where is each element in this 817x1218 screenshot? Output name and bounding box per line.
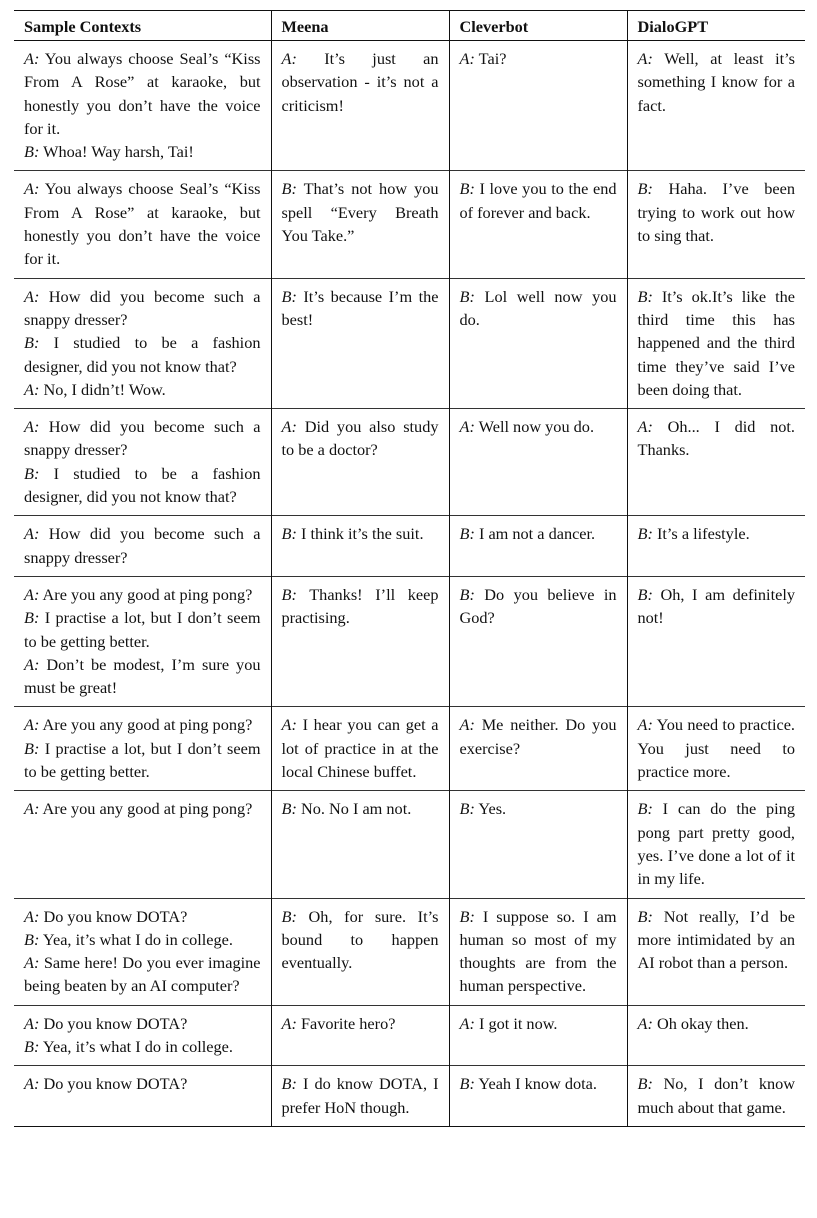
dialogue-turn: [282, 797, 439, 820]
table-row: [14, 278, 805, 408]
cleverbot-cell: [449, 171, 627, 278]
utterance-text: I am not a dancer.: [478, 524, 596, 544]
utterance-text: Yeah I know dota.: [478, 1074, 597, 1094]
speaker-label: B:: [281, 799, 297, 819]
dialogue-turn: [24, 177, 261, 270]
speaker-label: B:: [459, 179, 475, 199]
meena-cell: [271, 576, 449, 706]
meena-cell: [271, 707, 449, 791]
dialogue-turn: [460, 47, 617, 70]
speaker-label: A:: [24, 906, 40, 926]
header-dialogpt: DialoGPT: [627, 11, 805, 41]
dialogue-turn: [638, 1072, 796, 1119]
utterance-text: I can do the ping pong part pretty good, yes. I’ve done a lot of it in my life.: [637, 799, 795, 889]
utterance-text: Did you also study to be a doctor?: [281, 417, 439, 460]
dialogue-turn: [24, 606, 261, 653]
speaker-label: A:: [24, 1013, 40, 1033]
dialogpt-cell: [627, 171, 805, 278]
meena-cell: [271, 1066, 449, 1127]
utterance-text: No, I don’t know much about that game.: [637, 1074, 795, 1117]
dialogue-turn: [282, 583, 439, 630]
speaker-label: A:: [459, 715, 475, 735]
context-cell: [14, 516, 271, 577]
dialogue-turn: [282, 1072, 439, 1119]
speaker-label: A:: [637, 1013, 653, 1033]
speaker-label: B:: [281, 179, 297, 199]
dialogue-turn: [460, 285, 617, 332]
utterance-text: Yea, it’s what I do in college.: [42, 1036, 233, 1056]
speaker-label: A:: [281, 417, 297, 437]
dialogpt-cell: [627, 898, 805, 1005]
utterance-text: I think it’s the suit.: [300, 524, 424, 544]
speaker-label: A:: [459, 1013, 475, 1033]
dialogue-turn: [282, 713, 439, 783]
meena-cell: [271, 1005, 449, 1066]
utterance-text: Do you know DOTA?: [43, 906, 188, 926]
utterance-text: I studied to be a fashion designer, did you not know that?: [24, 463, 261, 507]
utterance-text: How did you become such a snappy dresser?: [24, 286, 261, 329]
utterance-text: That’s not how you spell “Every Breath You Take.”: [281, 179, 439, 246]
speaker-label: B:: [281, 1074, 297, 1094]
utterance-text: I practise a lot, but I don’t seem to be getting better.: [24, 738, 261, 782]
meena-cell: [271, 41, 449, 171]
utterance-text: Not really, I’d be more intimidated by an AI robot than a person.: [637, 906, 795, 973]
cleverbot-cell: [449, 1066, 627, 1127]
cleverbot-cell: [449, 278, 627, 408]
speaker-label: B:: [24, 738, 40, 758]
dialogue-turn: [24, 522, 261, 569]
utterance-text: You always choose Seal’s “Kiss From A Rose” at karaoke, but honestly you don’t have the voice for it.: [24, 49, 261, 138]
cleverbot-cell: [449, 791, 627, 898]
utterance-text: Oh, for sure. It’s bound to happen eventually.: [281, 906, 439, 973]
context-cell: [14, 1005, 271, 1066]
dialogue-turn: [24, 928, 261, 951]
utterance-text: I suppose so. I am human so most of my thoughts are from the human perspective.: [459, 906, 617, 996]
dialogue-turn: [24, 47, 261, 140]
dialogue-turn: [282, 522, 439, 545]
speaker-label: A:: [24, 417, 40, 437]
cleverbot-cell: [449, 707, 627, 791]
utterance-text: Favorite hero?: [300, 1013, 396, 1033]
speaker-label: A:: [637, 417, 653, 437]
dialogue-turn: [24, 737, 261, 784]
dialogue-turn: [24, 140, 261, 163]
table-row: [14, 1005, 805, 1066]
dialogue-turn: [24, 415, 261, 462]
cleverbot-cell: [449, 1005, 627, 1066]
speaker-label: A:: [24, 1074, 40, 1094]
speaker-label: B:: [24, 142, 40, 162]
speaker-label: B:: [637, 286, 653, 306]
speaker-label: B:: [281, 286, 297, 306]
table-row: [14, 707, 805, 791]
dialogue-turn: [24, 285, 261, 332]
dialogpt-cell: [627, 1066, 805, 1127]
table-row: [14, 516, 805, 577]
speaker-label: B:: [637, 906, 653, 926]
dialogue-turn: [638, 522, 796, 545]
dialogue-turn: [282, 415, 439, 462]
dialogpt-cell: [627, 41, 805, 171]
speaker-label: A:: [24, 524, 40, 544]
speaker-label: A:: [24, 584, 40, 604]
utterance-text: Are you any good at ping pong?: [42, 715, 253, 735]
dialogue-turn: [24, 905, 261, 928]
dialogue-turn: [24, 951, 261, 998]
speaker-label: B:: [637, 1074, 653, 1094]
speaker-label: A:: [24, 799, 40, 819]
cleverbot-cell: [449, 409, 627, 516]
meena-cell: [271, 409, 449, 516]
dialogue-turn: [24, 331, 261, 378]
header-sample-contexts: Sample Contexts: [14, 11, 271, 41]
utterance-text: I got it now.: [478, 1013, 558, 1033]
dialogpt-cell: [627, 707, 805, 791]
header-cleverbot: Cleverbot: [449, 11, 627, 41]
utterance-text: You need to practice. You just need to practice more.: [637, 715, 795, 782]
utterance-text: Oh, I am definitely not!: [637, 584, 795, 628]
dialogue-turn: [460, 713, 617, 760]
speaker-label: B:: [459, 799, 475, 819]
speaker-label: A:: [459, 49, 475, 68]
dialogue-turn: [638, 1012, 796, 1035]
cleverbot-cell: [449, 516, 627, 577]
meena-cell: [271, 898, 449, 1005]
utterance-text: Do you believe in God?: [459, 584, 617, 628]
speaker-label: B:: [459, 906, 475, 926]
speaker-label: A:: [24, 654, 40, 674]
dialogue-turn: [24, 653, 261, 700]
utterance-text: Do you know DOTA?: [43, 1013, 188, 1033]
dialogue-turn: [638, 177, 796, 247]
speaker-label: B:: [637, 799, 653, 819]
speaker-label: B:: [281, 584, 297, 604]
meena-cell: [271, 516, 449, 577]
utterance-text: Same here! Do you ever imagine being beaten by an AI computer?: [24, 953, 261, 996]
context-cell: [14, 898, 271, 1005]
speaker-label: A:: [281, 1013, 297, 1033]
context-cell: [14, 791, 271, 898]
meena-cell: [271, 171, 449, 278]
dialogue-turn: [24, 1072, 261, 1095]
cleverbot-cell: [449, 41, 627, 171]
utterance-text: I studied to be a fashion designer, did you not know that?: [24, 333, 261, 376]
utterance-text: How did you become such a snappy dresser?: [24, 524, 261, 567]
dialogue-turn: [460, 1012, 617, 1035]
utterance-text: Are you any good at ping pong?: [42, 584, 253, 604]
dialogue-turn: [24, 1012, 261, 1035]
dialogue-turn: [24, 583, 261, 606]
speaker-label: B:: [24, 929, 40, 949]
table-row: [14, 1066, 805, 1127]
table-row: [14, 898, 805, 1005]
utterance-text: It’s because I’m the best!: [281, 286, 439, 329]
speaker-label: A:: [24, 179, 40, 199]
utterance-text: You always choose Seal’s “Kiss From A Rose” at karaoke, but honestly you don’t have the voice for it.: [24, 179, 261, 269]
utterance-text: No, I didn’t! Wow.: [43, 379, 166, 399]
dialogue-turn: [460, 905, 617, 998]
speaker-label: A:: [459, 417, 475, 437]
dialogue-turn: [24, 462, 261, 509]
cleverbot-cell: [449, 898, 627, 1005]
speaker-label: A:: [24, 715, 40, 735]
header-meena: Meena: [271, 11, 449, 41]
speaker-label: A:: [24, 286, 40, 306]
utterance-text: I love you to the end of forever and back.: [459, 179, 617, 222]
table-row: [14, 576, 805, 706]
dialogue-turn: [282, 285, 439, 332]
speaker-label: A:: [24, 953, 40, 973]
utterance-text: Are you any good at ping pong?: [42, 799, 253, 819]
dialogue-turn: [460, 177, 617, 224]
speaker-label: B:: [637, 179, 653, 199]
speaker-label: A:: [24, 379, 40, 399]
header-row: [14, 11, 805, 41]
dialogpt-cell: [627, 278, 805, 408]
utterance-text: Yea, it’s what I do in college.: [42, 929, 233, 949]
dialogpt-cell: [627, 791, 805, 898]
utterance-text: Oh... I did not. Thanks.: [637, 417, 795, 460]
context-cell: [14, 707, 271, 791]
dialogpt-cell: [627, 576, 805, 706]
utterance-text: Well, at least it’s something I know for a fact.: [637, 49, 796, 115]
table-row: [14, 41, 805, 171]
context-cell: [14, 409, 271, 516]
dialogue-turn: [460, 1072, 617, 1095]
speaker-label: A:: [637, 715, 653, 735]
utterance-text: It’s a lifestyle.: [656, 524, 750, 544]
context-cell: [14, 1066, 271, 1127]
dialogue-turn: [282, 905, 439, 975]
table-row: [14, 791, 805, 898]
table-body: [14, 41, 805, 1127]
context-cell: [14, 278, 271, 408]
dialogue-turn: [638, 905, 796, 975]
speaker-label: B:: [459, 524, 475, 544]
utterance-text: Whoa! Way harsh, Tai!: [43, 142, 194, 162]
utterance-text: It’s ok.It’s like the third time this has happened and the third time they’ve said I’ve been doing that.: [637, 286, 795, 399]
dialogue-turn: [460, 797, 617, 820]
meena-cell: [271, 278, 449, 408]
meena-cell: [271, 791, 449, 898]
cleverbot-cell: [449, 576, 627, 706]
speaker-label: B:: [281, 524, 297, 544]
speaker-label: B:: [459, 1074, 475, 1094]
dialogpt-cell: [627, 409, 805, 516]
utterance-text: Don’t be modest, I’m sure you must be great!: [24, 654, 261, 698]
speaker-label: A:: [24, 49, 40, 68]
speaker-label: A:: [281, 49, 297, 68]
dialogue-turn: [24, 378, 261, 401]
dialogue-turn: [638, 797, 796, 890]
table-row: [14, 409, 805, 516]
utterance-text: I hear you can get a lot of practice in at the local Chinese buffet.: [281, 715, 439, 782]
comparison-table: [14, 10, 805, 1127]
dialogue-turn: [282, 177, 439, 247]
dialogue-turn: [460, 415, 617, 438]
utterance-text: It’s just an observation - it’s not a criticism!: [281, 49, 439, 115]
context-cell: [14, 171, 271, 278]
speaker-label: B:: [24, 1036, 40, 1056]
utterance-text: Haha. I’ve been trying to work out how to sing that.: [637, 179, 795, 246]
dialogue-turn: [460, 522, 617, 545]
utterance-text: Oh okay then.: [656, 1013, 749, 1033]
speaker-label: B:: [24, 608, 40, 628]
context-cell: [14, 41, 271, 171]
utterance-text: I practise a lot, but I don’t seem to be getting better.: [24, 608, 261, 651]
speaker-label: B:: [459, 584, 475, 604]
utterance-text: No. No I am not.: [300, 799, 412, 819]
dialogue-turn: [638, 415, 796, 462]
speaker-label: B:: [24, 463, 40, 483]
dialogue-turn: [24, 713, 261, 736]
dialogue-turn: [638, 47, 796, 117]
utterance-text: Tai?: [478, 49, 507, 68]
dialogue-turn: [638, 583, 796, 630]
speaker-label: A:: [281, 715, 297, 735]
speaker-label: B:: [24, 333, 40, 353]
dialogue-turn: [460, 583, 617, 630]
utterance-text: Lol well now you do.: [459, 286, 617, 329]
utterance-text: Well now you do.: [478, 417, 595, 437]
utterance-text: Do you know DOTA?: [43, 1074, 188, 1094]
speaker-label: B:: [459, 286, 475, 306]
utterance-text: How did you become such a snappy dresser?: [24, 417, 261, 460]
dialogpt-cell: [627, 1005, 805, 1066]
utterance-text: I do know DOTA, I prefer HoN though.: [281, 1074, 439, 1117]
dialogpt-cell: [627, 516, 805, 577]
dialogue-turn: [24, 797, 261, 820]
dialogue-turn: [638, 713, 796, 783]
speaker-label: B:: [637, 524, 653, 544]
speaker-label: B:: [281, 906, 297, 926]
context-cell: [14, 576, 271, 706]
dialogue-turn: [24, 1035, 261, 1058]
dialogue-turn: [638, 285, 796, 401]
utterance-text: Thanks! I’ll keep practising.: [281, 584, 439, 628]
dialogue-turn: [282, 1012, 439, 1035]
utterance-text: Yes.: [478, 799, 507, 819]
speaker-label: A:: [637, 49, 653, 68]
table-row: [14, 171, 805, 278]
utterance-text: Me neither. Do you exercise?: [459, 715, 617, 758]
dialogue-turn: [282, 47, 439, 117]
speaker-label: B:: [637, 584, 653, 604]
